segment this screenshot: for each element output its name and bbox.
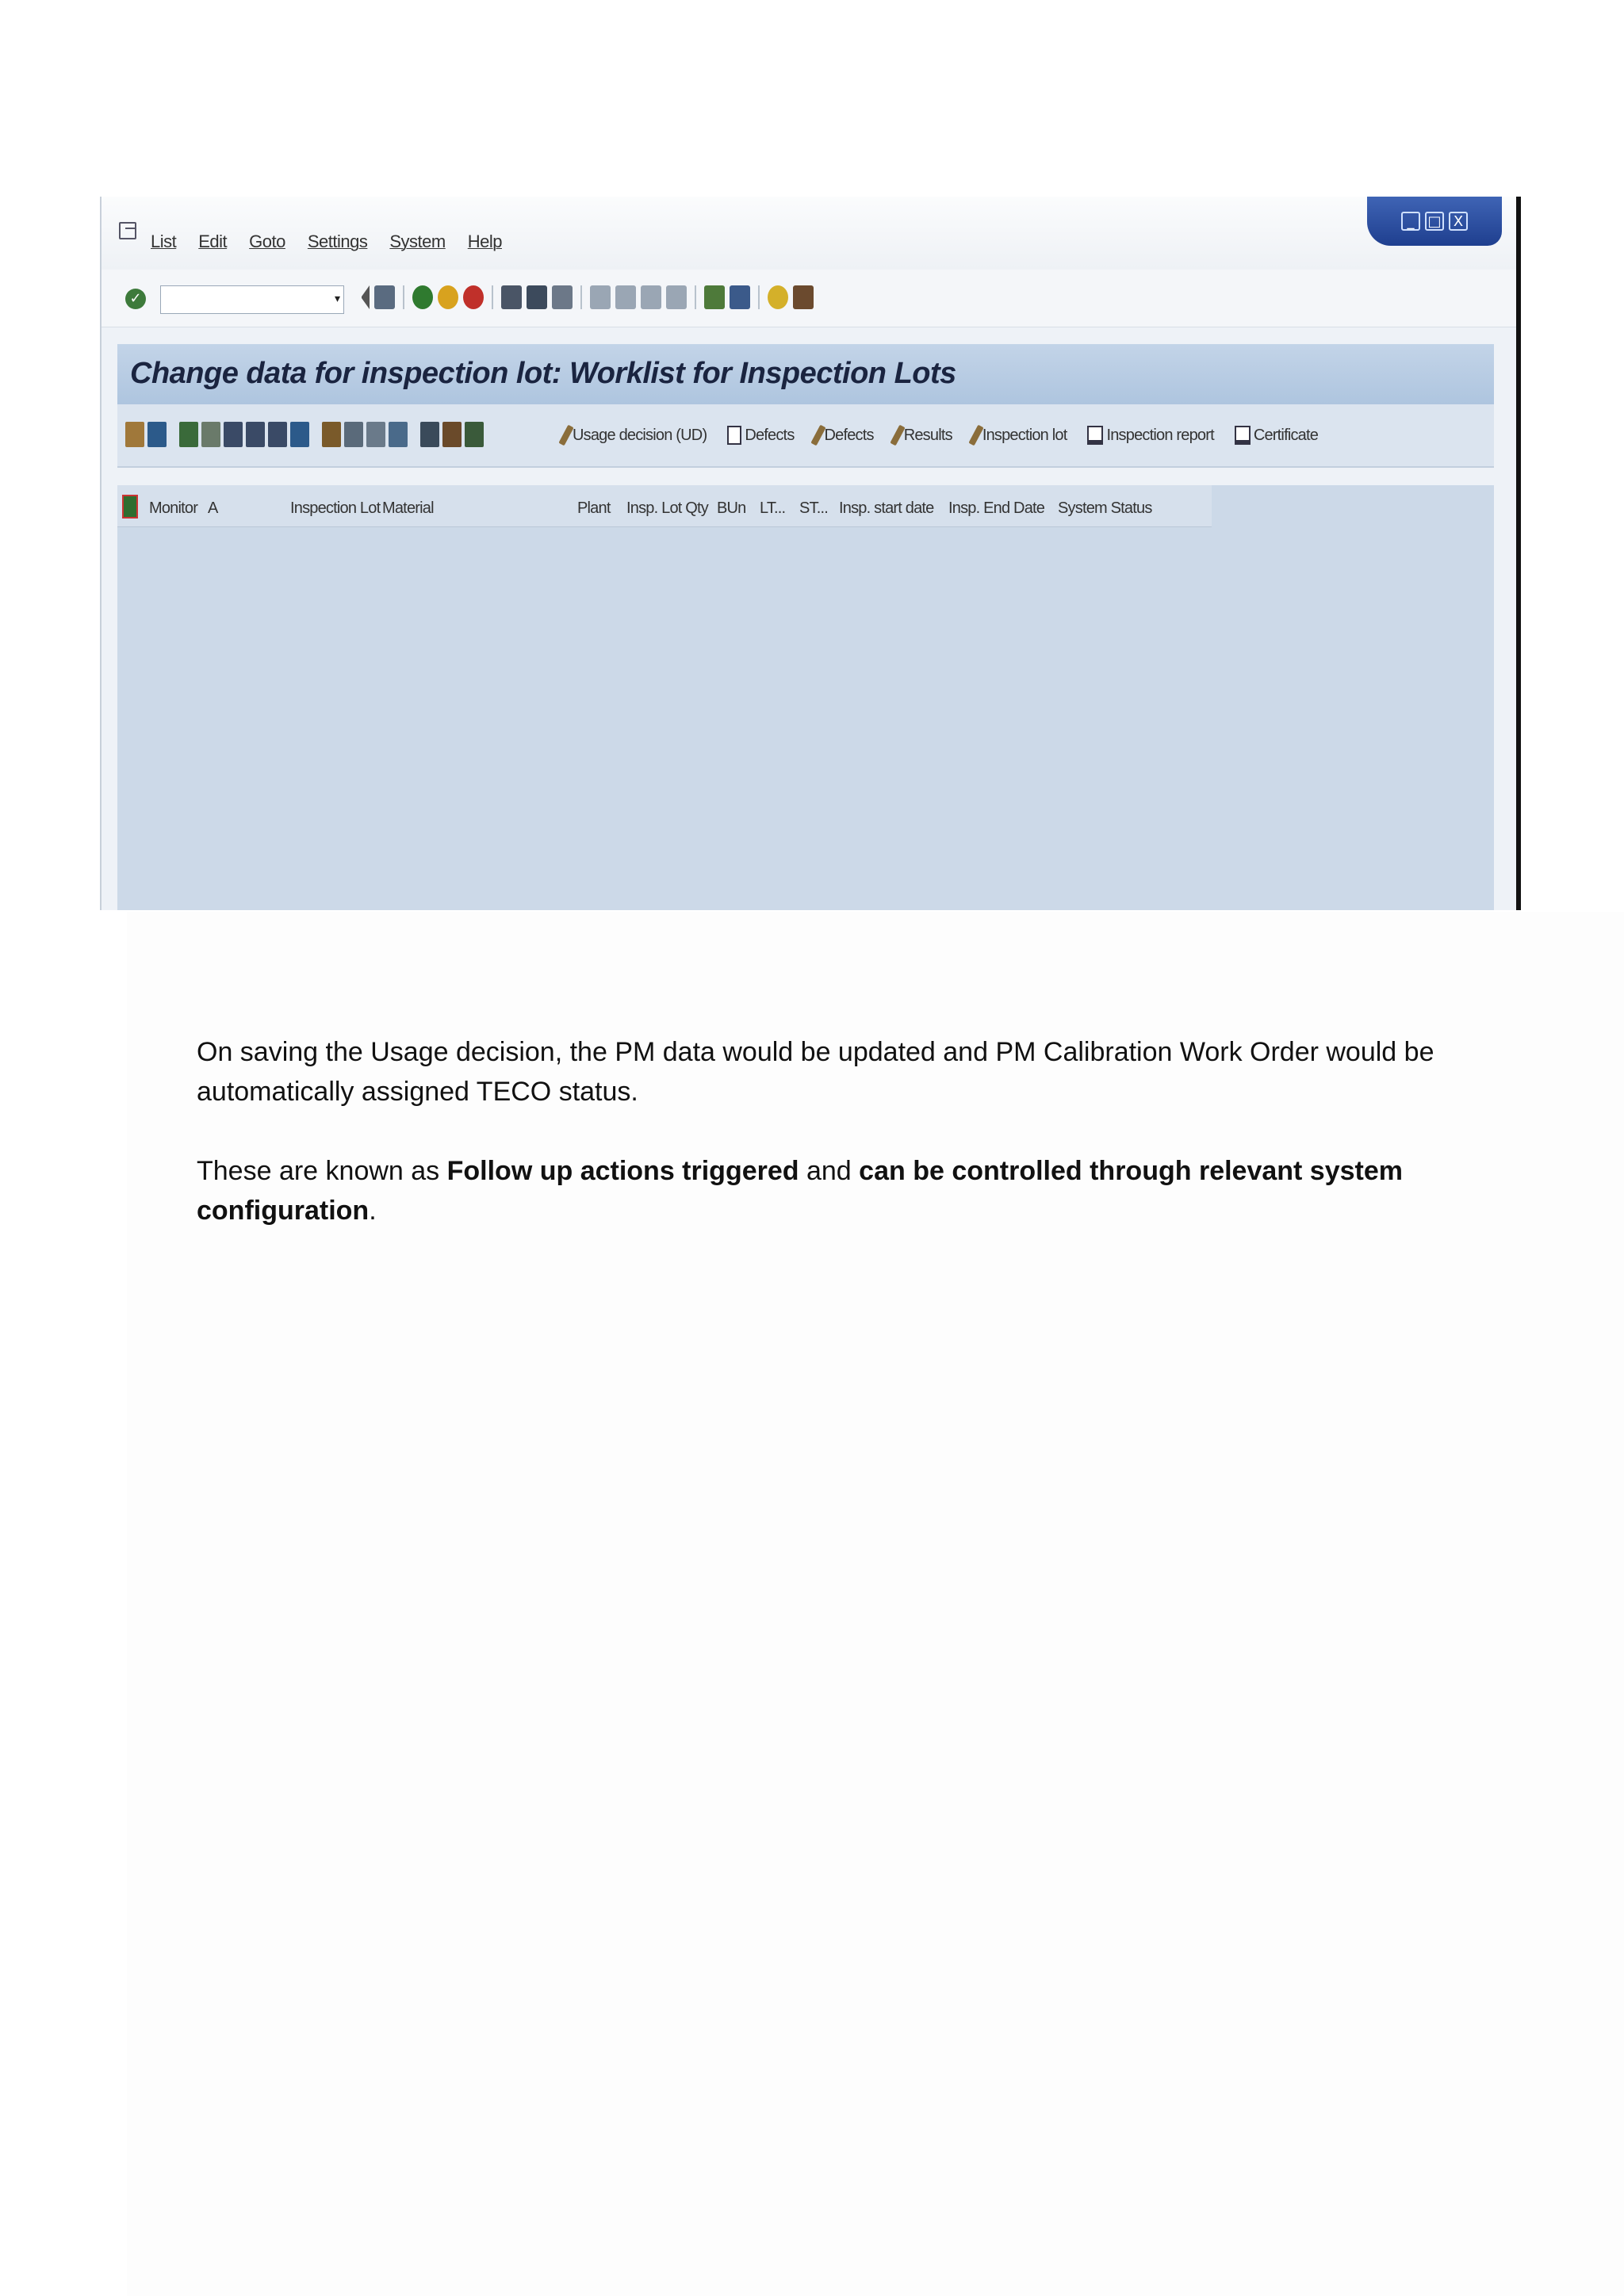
menu-bar [102, 197, 1516, 270]
last-page-icon[interactable] [666, 285, 687, 309]
column-header[interactable]: Plant [577, 499, 611, 517]
paragraph-follow-up-actions [197, 1151, 1561, 1230]
previous-page-icon[interactable] [615, 285, 636, 309]
find-next-icon[interactable] [552, 285, 573, 309]
enter-check-icon[interactable]: ✓ [125, 289, 146, 309]
export-icon[interactable] [389, 422, 408, 447]
toolbar-separator [403, 285, 404, 309]
exit-icon[interactable] [438, 285, 458, 309]
certificate-label: Certificate [1253, 426, 1319, 444]
deselect-all-icon[interactable] [201, 422, 220, 447]
details-icon[interactable] [125, 422, 144, 447]
pencil-icon [968, 425, 983, 446]
inspection-report-label: Inspection report [1106, 426, 1214, 444]
results-label: Results [903, 426, 952, 444]
screen-title-bar [117, 344, 1494, 404]
find-icon[interactable] [290, 422, 309, 447]
usage-decision-label: Usage decision (UD) [573, 426, 707, 444]
save-layout-icon[interactable] [465, 422, 484, 447]
spacer [170, 422, 176, 447]
find-icon[interactable] [527, 285, 547, 309]
total-icon[interactable] [322, 422, 341, 447]
usage-decision-button[interactable] [563, 425, 707, 446]
results-button[interactable] [894, 425, 952, 446]
cancel-icon[interactable] [463, 285, 484, 309]
command-field[interactable] [160, 285, 344, 314]
print-icon [1087, 426, 1103, 445]
maximize-button[interactable]: □ [1425, 212, 1444, 231]
defects-change-button[interactable] [815, 425, 874, 446]
menu-items [151, 232, 502, 252]
toolbar-icons [354, 285, 814, 309]
column-header[interactable]: LT... [760, 499, 786, 517]
toolbar-separator [758, 285, 760, 309]
pencil-icon [890, 425, 905, 446]
p2-suffix: . [369, 1196, 377, 1226]
next-page-icon[interactable] [641, 285, 661, 309]
toolbar-separator [695, 285, 696, 309]
paragraph-usage-decision: On saving the Usage decision, the PM data would be updated and PM Calibration Work Order would be automatically assigned TECO status. [197, 1037, 1434, 1107]
column-header[interactable]: System Status [1058, 499, 1152, 517]
select-layout-icon[interactable] [442, 422, 462, 447]
certificate-button[interactable] [1235, 426, 1318, 445]
minimize-button[interactable]: _ [1401, 212, 1420, 231]
inspection-lot-button[interactable] [973, 425, 1067, 446]
column-header[interactable]: Material [382, 499, 434, 517]
back-icon[interactable] [412, 285, 433, 309]
worklist-grid [117, 485, 1494, 910]
inspection-lot-label: Inspection lot [982, 426, 1067, 444]
sort-descending-icon[interactable] [246, 422, 265, 447]
standard-toolbar [102, 270, 1516, 327]
column-header[interactable]: Insp. End Date [948, 499, 1045, 517]
print-icon [1235, 426, 1251, 445]
print-preview-icon[interactable] [366, 422, 385, 447]
subtotal-icon[interactable] [344, 422, 363, 447]
p2-bold-follow-up: Follow up actions triggered [446, 1156, 799, 1186]
page-background [127, 912, 1624, 2296]
filter-icon[interactable] [268, 422, 287, 447]
exit-icon[interactable] [119, 222, 136, 239]
column-header[interactable]: BUn [717, 499, 746, 517]
menu-system[interactable]: System [389, 232, 446, 251]
layout-menu-icon[interactable] [793, 285, 814, 309]
column-header[interactable]: Insp. start date [839, 499, 934, 517]
grid-header-row [117, 485, 1212, 527]
column-header[interactable]: Inspection Lot [290, 499, 381, 517]
menu-edit[interactable]: Edit [198, 232, 228, 251]
window-controls [1367, 197, 1502, 246]
toolbar-separator [492, 285, 493, 309]
pencil-icon [810, 425, 825, 446]
sort-ascending-icon[interactable] [224, 422, 243, 447]
defects-display-button[interactable] [727, 426, 794, 445]
menu-list[interactable]: List [151, 232, 177, 251]
column-header[interactable]: ST... [799, 499, 829, 517]
new-session-icon[interactable] [704, 285, 725, 309]
print-icon[interactable] [501, 285, 522, 309]
first-page-icon[interactable] [590, 285, 611, 309]
menu-settings[interactable]: Settings [307, 232, 368, 251]
defects-display-label: Defects [745, 426, 795, 444]
save-icon[interactable] [374, 285, 395, 309]
app-toolbar-buttons [563, 425, 1318, 446]
p2-bold-controlled: can be controlled through relevant system configuration [197, 1156, 1403, 1226]
help-icon[interactable] [768, 285, 788, 309]
pencil-icon [558, 425, 573, 446]
column-header[interactable]: Insp. Lot Qty [626, 499, 708, 517]
p2-mid: and [799, 1156, 860, 1186]
layout-icon[interactable] [122, 495, 138, 519]
chevron-down-icon[interactable]: ▾ [334, 293, 340, 305]
defects-change-label: Defects [824, 426, 874, 444]
app-toolbar-icons [125, 422, 484, 447]
sap-screenshot-window [100, 197, 1521, 910]
change-layout-icon[interactable] [420, 422, 439, 447]
shortcut-icon[interactable] [730, 285, 750, 309]
command-input[interactable] [161, 286, 323, 313]
document-icon [727, 426, 741, 445]
column-header[interactable]: Monitor [149, 499, 198, 517]
menu-goto[interactable]: Goto [249, 232, 285, 251]
spacer [411, 422, 417, 447]
spacer [312, 422, 319, 447]
screen-title: Change data for inspection lot: Worklist for Inspection Lots [130, 357, 956, 390]
application-toolbar [117, 404, 1494, 468]
back-arrow-icon[interactable] [354, 285, 370, 309]
column-header[interactable]: A [208, 499, 218, 517]
p2-prefix: These are known as [197, 1156, 447, 1186]
refresh-icon[interactable] [147, 422, 167, 447]
toolbar-separator [580, 285, 582, 309]
close-button[interactable]: X [1449, 212, 1468, 231]
menu-help[interactable]: Help [467, 232, 502, 251]
select-all-icon[interactable] [179, 422, 198, 447]
inspection-report-button[interactable] [1087, 426, 1213, 445]
